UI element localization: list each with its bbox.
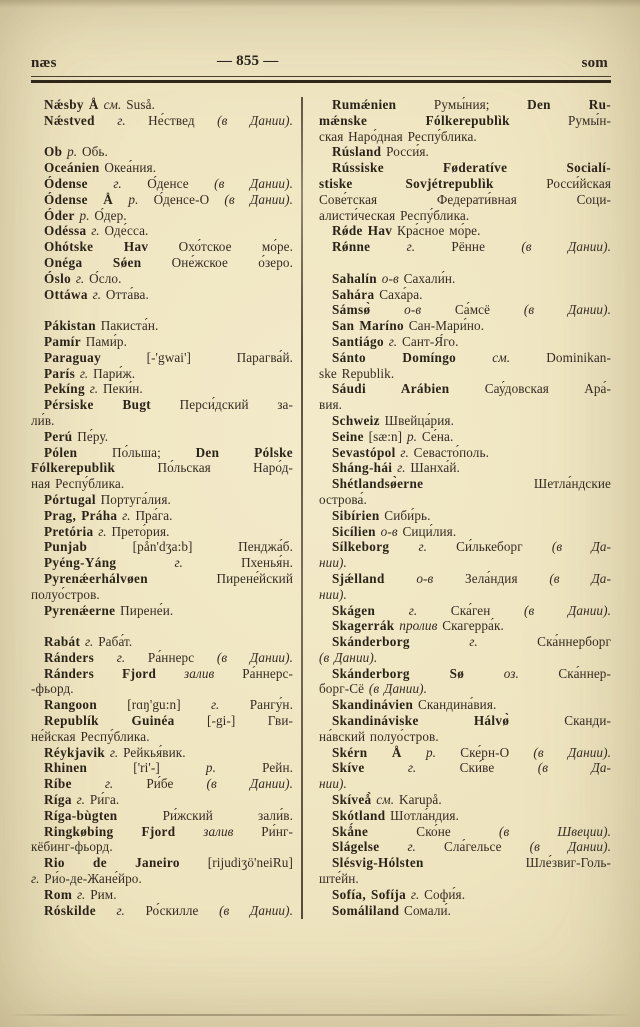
entry-line: Skánderborg г. Ска́ннерборг [332, 634, 611, 650]
dictionary-entry [319, 618, 611, 634]
entry-line: алисти́ческая Респу́блика. [319, 207, 470, 223]
entry-line: ште́йн. [319, 871, 359, 887]
dictionary-entry [31, 366, 293, 382]
entry-line: mǽnske Fólkerepublìk Румы́н- [319, 112, 611, 128]
dictionary-entry [31, 192, 293, 208]
dictionary-entry [319, 318, 611, 334]
dictionary-entry [319, 745, 611, 761]
entry-line: Ránders г. Ра́ннерс (в Дании). [44, 649, 293, 665]
entry-line: Óslo г. О́сло. [44, 270, 122, 286]
entry-line: Fólkerepublìk По́льская Наро́д- [31, 460, 293, 476]
entry-line: Sámsø̀ о-в Са́мсё (в Дании). [332, 302, 612, 318]
entry-line: Ríga г. Ри́га. [44, 792, 120, 808]
dictionary-entry [31, 508, 293, 524]
header-keyword-left: næs [31, 55, 57, 71]
dictionary-entry [319, 476, 611, 508]
dictionary-entry [31, 445, 293, 492]
entry-line: Sibírien Сиби́рь. [332, 507, 431, 523]
entry-line: Sánto Domíngo см. Dominikan- [332, 349, 611, 365]
dictionary-entry [31, 350, 293, 366]
entry-line: Pórtugal Португа́лия. [44, 491, 171, 507]
entry-line: Slágelse г. Сла́гельсе (в Дании). [332, 839, 612, 855]
dictionary-entry [31, 208, 293, 224]
dictionary-entry [319, 760, 611, 792]
entry-group [31, 97, 293, 129]
entry-line: Pólen По́льша; Den Pólske [44, 444, 293, 460]
page-top-edge [0, 0, 640, 8]
dictionary-entry [31, 176, 293, 192]
entry-line: Skíve г. Ски́ве (в Да- [332, 760, 612, 776]
entry-line: Skǻne Ско́не (в Швеции). [332, 823, 611, 839]
entry-line: Rio de Janeiro [rijudiʒö'neiRu] [44, 855, 293, 871]
entry-line: Sáudi Arábien Сау́довская Ара́- [332, 381, 612, 397]
entry-line: Ódense г. О́денсе (в Дании). [44, 175, 294, 191]
dictionary-entry [319, 429, 611, 445]
dictionary-entry [31, 903, 293, 919]
entry-line: Pyéng-Yáng г. Пхенья́н. [44, 555, 293, 571]
page-bottom-edge [6, 1014, 630, 1017]
entry-line: Santiágo г. Сант-Я́го. [332, 333, 459, 349]
entry-line: Skíveå̀ см. Karupå. [332, 792, 442, 808]
dictionary-entry [31, 539, 293, 555]
entry-line: Republík Guinéa [-gi-] Гви- [44, 713, 293, 729]
entry-line: Sicílien о-в Сици́лия. [332, 523, 457, 539]
entry-line: Onéga Sǿen Оне́жское о́зеро. [44, 254, 293, 270]
dictionary-entry [31, 555, 293, 571]
entry-line: ли́в. [31, 412, 55, 428]
entry-line: Ódense Å р. О́денсе-О (в Дании). [44, 191, 294, 207]
dictionary-entry [31, 492, 293, 508]
entry-line: Сове́тская Федерати́вная Соци- [319, 191, 611, 207]
dictionary-entry [31, 792, 293, 808]
dictionary-entry [31, 713, 293, 745]
dictionary-entry [319, 350, 611, 382]
dictionary-entry [319, 666, 611, 698]
dictionary-entry [319, 460, 611, 476]
entry-line: Prag, Práha г. Пра́га. [44, 507, 173, 523]
entry-line: Rǿde Hav Кра́сное мо́ре. [332, 223, 481, 239]
entry-line: Sháng-hái г. Шанха́й. [332, 460, 460, 476]
entry-line: Ob р. Обь. [44, 144, 108, 160]
entry-line: Skágen г. Ска́ген (в Дании). [332, 602, 612, 618]
entry-line: Shétlandsø̀erne Шетла́ндские [332, 476, 611, 492]
entry-group [31, 634, 293, 918]
entry-line: Ringkøbing Fjord залив Ри́нг- [44, 823, 293, 839]
dictionary-entry [319, 697, 611, 713]
entry-line: París г. Пари́ж. [44, 365, 136, 381]
entry-line: нии). [319, 776, 347, 792]
entry-line: Sjǽlland о-в Зела́ндия (в Да- [332, 570, 611, 586]
dictionary-entry [31, 855, 293, 887]
dictionary-entry [31, 666, 293, 698]
entry-line: Somáliland Сомали́. [332, 902, 452, 918]
entry-line: Sahára Саха́ра. [332, 286, 423, 302]
header-rule [31, 76, 611, 83]
dictionary-entry [319, 524, 611, 540]
entry-line: -фьорд. [31, 681, 74, 697]
entry-line: Pekíng г. Пеки́н. [44, 381, 143, 397]
dictionary-entry [31, 887, 293, 903]
entry-line: Rǿnne г. Рённе (в Дании). [332, 239, 611, 255]
dictionary-entry [31, 697, 293, 713]
dictionary-entry [319, 603, 611, 619]
entry-group [319, 97, 611, 255]
entry-line: Pamír Пами́р. [44, 333, 127, 349]
dictionary-entry [319, 713, 611, 745]
entry-line: борг-Сё (в Дании). [319, 681, 428, 697]
dictionary-entry [319, 302, 611, 318]
entry-line: Seine [sæ:n] р. Се́на. [332, 428, 454, 444]
dictionary-entry [319, 287, 611, 303]
dictionary-entry [319, 634, 611, 666]
entry-line: ская Наро́дная Респу́блика. [319, 128, 477, 144]
entry-line: Nǽsby Å см. Suså. [44, 97, 155, 112]
entry-line: ske Republik. [319, 365, 395, 381]
entry-line: Skánderborg Sø оз. Ска́ннер- [332, 665, 611, 681]
entry-line: (в Дании). [319, 649, 378, 665]
dictionary-entry [31, 144, 293, 160]
dictionary-entry [319, 792, 611, 808]
entry-line: Réykjavik г. Рейкья́вик. [44, 744, 186, 760]
dictionary-entry [319, 445, 611, 461]
dictionary-entry [31, 318, 293, 334]
dictionary-entry [31, 271, 293, 287]
entry-line: вия. [319, 397, 343, 413]
entry-line: Ránders Fjord залив Ра́ннерс- [44, 665, 293, 681]
entry-line: на́вский полуо́стров. [319, 728, 439, 744]
dictionary-entry [31, 760, 293, 776]
entry-line: г. Ри́о-де-Жане́йро. [31, 871, 142, 887]
dictionary-entry [31, 97, 293, 113]
entry-line: Sofía, Sofíja г. Софи́я. [332, 886, 466, 902]
column-right [319, 97, 611, 918]
entry-line: Óder р. О́дер. [44, 207, 127, 223]
entry-line: нии). [319, 555, 347, 571]
entry-line: Ríga-bùgten Ри́жский зали́в. [44, 807, 293, 823]
dictionary-entry [319, 508, 611, 524]
dictionary-entry [31, 745, 293, 761]
entry-line: Ríbe г. Ри́бе (в Дании). [44, 776, 294, 792]
entry-line: Rabát г. Раба́т. [44, 634, 133, 650]
column-left [31, 97, 293, 918]
entry-line: Pyrenǽerhálvøen Пирене́йский [44, 570, 293, 586]
dictionary-entry [31, 334, 293, 350]
dictionary-entry [319, 808, 611, 824]
dictionary-entry [319, 855, 611, 887]
entry-line: stiske Sovjétrepublìk Росси́йская [319, 175, 611, 191]
column-divider [301, 97, 303, 919]
entry-line: Skandináviske Hálvø̀ Сканди- [332, 713, 611, 729]
dictionary-entry [31, 650, 293, 666]
dictionary-entry [319, 97, 611, 144]
entry-line: Rúsland Росси́я. [332, 144, 429, 160]
dictionary-entry [31, 824, 293, 856]
entry-line: Sílkeborg г. Си́лькеборг (в Да- [332, 539, 611, 555]
dictionary-entry [31, 223, 293, 239]
entry-line: нии). [319, 586, 347, 602]
entry-line: кёбинг-фьорд. [31, 839, 113, 855]
entry-group [31, 318, 293, 618]
entry-line: Pretória г. Прето́рия. [44, 523, 170, 539]
entry-line: ная Респу́блика. [31, 476, 125, 492]
dictionary-entry [31, 634, 293, 650]
entry-line: Sevastópol г. Севасто́поль. [332, 444, 489, 460]
page-number: — 855 — [217, 53, 279, 69]
dictionary-entry [319, 223, 611, 239]
dictionary-entry [31, 255, 293, 271]
dictionary-entry [31, 776, 293, 792]
header-keyword-right: som [581, 55, 608, 71]
dictionary-entry [319, 334, 611, 350]
dictionary-entry [31, 381, 293, 397]
entry-line: острова́. [319, 491, 367, 507]
entry-line: Rússiske Føderatíve Socialí- [332, 160, 611, 176]
entry-line: Paraguay [-'gwai'] Парагва́й. [44, 349, 293, 365]
entry-line: San Maríno Сан-Мари́но. [332, 318, 485, 334]
dictionary-entry [319, 271, 611, 287]
entry-line: Perú Пе́ру. [44, 428, 109, 444]
dictionary-entry [31, 160, 293, 176]
dictionary-entry [31, 397, 293, 429]
dictionary-entry [31, 808, 293, 824]
entry-line: Rumǽnien Румы́ния; Den Ru- [332, 97, 611, 112]
dictionary-entry [319, 903, 611, 919]
entry-line: полуо́стров. [31, 586, 100, 602]
entry-line: Róskilde г. Ро́скилле (в Дании). [44, 902, 294, 918]
entry-line: Rangoon [rɑŋ'gu:n] г. Рангу́н. [44, 697, 293, 713]
entry-line: Pérsiske Bugt Перси́дский за- [44, 397, 293, 413]
dictionary-entry [319, 539, 611, 571]
dictionary-entry [31, 287, 293, 303]
entry-line: Rhinen ['ri'-] р. Рейн. [44, 760, 294, 776]
entry-line: Pákistan Пакиста́н. [44, 318, 159, 334]
dictionary-entry [319, 160, 611, 223]
entry-line: Skandinávien Скандина́вия. [332, 697, 497, 713]
entry-line: Schweiz Швейца́рия. [332, 412, 454, 428]
entry-line: не́йская Респу́блика. [31, 728, 150, 744]
dictionary-entry [319, 381, 611, 413]
dictionary-entry [319, 413, 611, 429]
entry-line: Skérn Å р. Ске́рн-О (в Дании). [332, 744, 611, 760]
entry-line: Oceánien Океа́ния. [44, 160, 157, 176]
entry-line: Pyrenǽerne Пирене́и. [44, 602, 174, 618]
dictionary-entry [31, 524, 293, 540]
dictionary-entry [319, 839, 611, 855]
dictionary-entry [319, 824, 611, 840]
entry-line: Nǽstved г. Не́ствед (в Дании). [44, 112, 294, 128]
entry-group [319, 271, 611, 919]
entry-line: Skagerrák пролив Скагерра́к. [332, 618, 504, 634]
entry-line: Ottáwa г. Отта́ва. [44, 286, 149, 302]
dictionary-entry [31, 571, 293, 603]
dictionary-entry [31, 239, 293, 255]
entry-line: Punjab [pån'dʒa:b] Пенджа́б. [44, 539, 293, 555]
entry-line: Odéssa г. Оде́сса. [44, 223, 149, 239]
entry-line: Skótland Шотла́ндия. [332, 807, 459, 823]
entry-line: Rom г. Рим. [44, 886, 117, 902]
dictionary-entry [31, 429, 293, 445]
entry-line: Sahalín о-в Сахали́н. [332, 270, 456, 286]
entry-group [31, 144, 293, 302]
entry-line: Ohótske Hav Охо́тское мо́ре. [44, 239, 294, 255]
dictionary-entry [319, 144, 611, 160]
entry-line: Slésvig-Hólsten Шле́звиг-Голь- [332, 855, 611, 871]
dictionary-entry [319, 239, 611, 255]
dictionary-entry [319, 887, 611, 903]
dictionary-entry [31, 603, 293, 619]
running-head [31, 55, 610, 73]
dictionary-entry [31, 113, 293, 129]
dictionary-entry [319, 571, 611, 603]
